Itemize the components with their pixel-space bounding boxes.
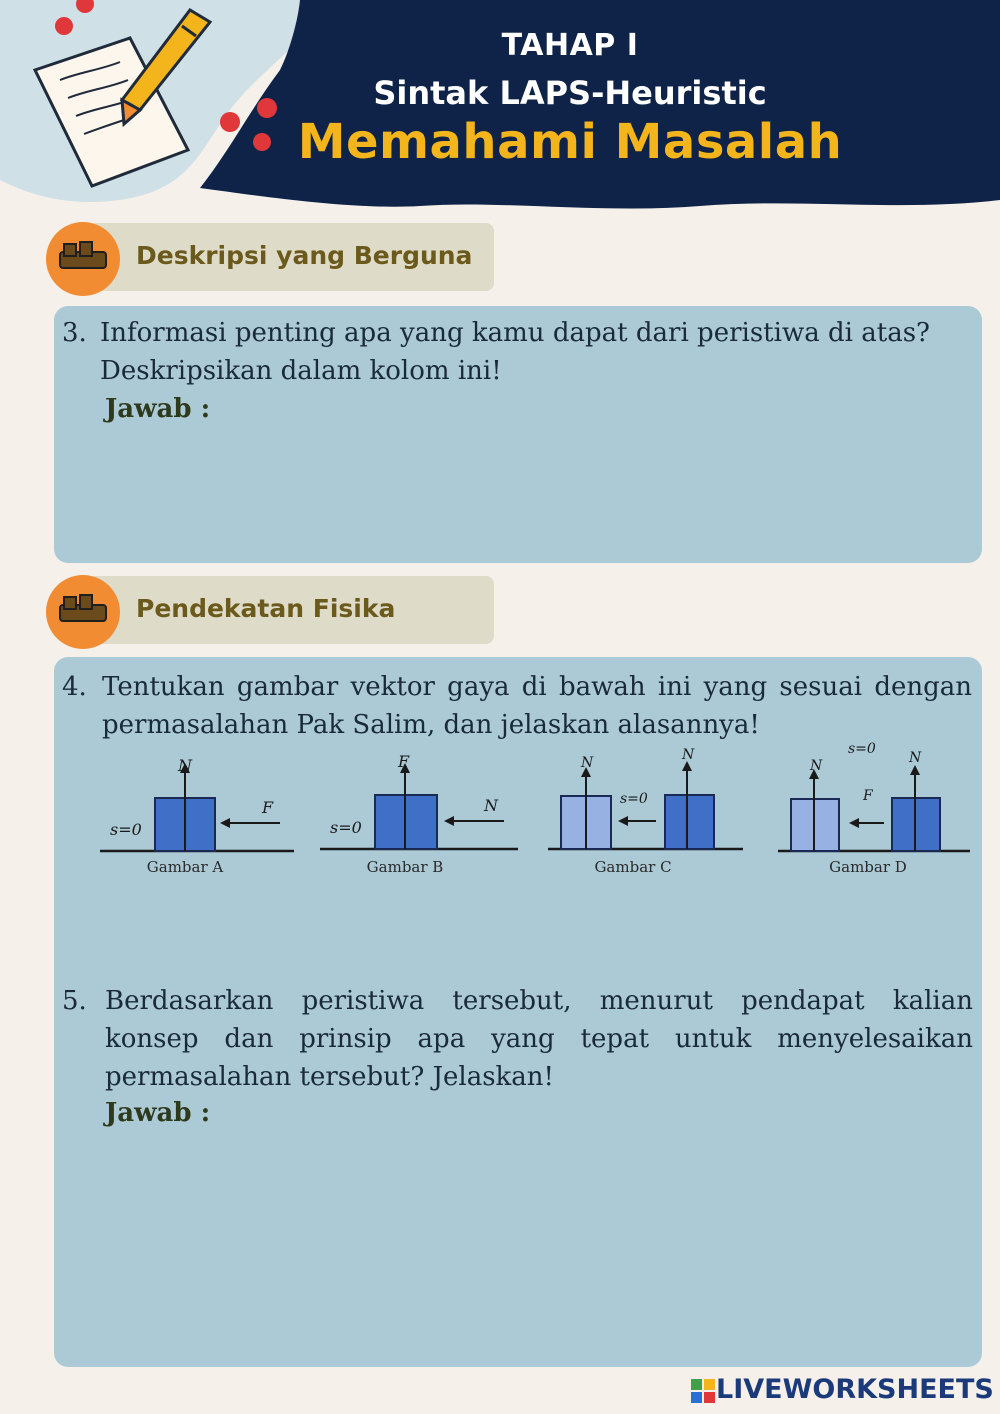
question-3-answer-label: Jawab : [105, 394, 211, 424]
figure-d-s-label: s=0 [848, 741, 876, 757]
section-label-description: Deskripsi yang Berguna [136, 241, 473, 270]
question-3-text: Informasi penting apa yang kamu dapat dari peristiwa di atas? Deskripsikan dalam kolom ini! [100, 318, 930, 386]
liveworksheets-logo [690, 1374, 994, 1405]
figure-c-caption: Gambar C [594, 858, 672, 876]
question-4-number: 4. [62, 672, 87, 702]
figure-d-up-label-right: N [909, 750, 922, 766]
figure-b-side-label: N [484, 796, 498, 815]
figure-d-diagram[interactable] [776, 745, 976, 860]
question-5-number: 5. [62, 986, 87, 1016]
section-label-physics: Pendekatan Fisika [136, 594, 396, 623]
books-icon [46, 575, 120, 649]
figure-b-s-label: s=0 [330, 818, 362, 837]
figure-a-caption: Gambar A [146, 858, 224, 876]
stage-heading: TAHAP I [501, 28, 639, 63]
figure-a-s-label: s=0 [110, 820, 142, 839]
figure-b-caption: Gambar B [366, 858, 444, 876]
step-title: Memahami Masalah [297, 114, 843, 170]
figure-a-up-label: N [178, 756, 192, 775]
syntax-heading: Sintak LAPS-Heuristic [373, 74, 767, 112]
figure-c-s-label: s=0 [620, 791, 648, 807]
question-3-number: 3. [62, 318, 87, 348]
question-5-answer-label: Jawab : [105, 1098, 211, 1128]
figure-c-up-label-left: N [581, 755, 594, 771]
question-4-answer-area[interactable] [102, 885, 962, 965]
question-5-text: Berdasarkan peristiwa tersebut, menurut pendapat kalian konsep dan prinsip apa yang tepat untuk menyelesaikan permasalahan tersebut? Jelaskan! [105, 986, 973, 1092]
figure-d-caption: Gambar D [829, 858, 907, 876]
figure-d-up-label-left: N [810, 758, 823, 774]
figure-c-up-label-right: N [682, 747, 695, 763]
liveworksheets-grid-icon [690, 1378, 716, 1404]
figure-b-up-label: F [398, 752, 410, 771]
question-4-text: Tentukan gambar vektor gaya di bawah ini yang sesuai dengan permasalahan Pak Salim, dan jelaskan alasannya! [102, 672, 972, 740]
figure-d-side-label: F [863, 788, 873, 804]
watermark-text: LIVEWORKSHEETS [716, 1374, 994, 1405]
figure-a-side-label: F [262, 798, 274, 817]
question-3-answer-area[interactable] [105, 436, 965, 546]
books-icon [46, 222, 120, 296]
question-5-answer-area[interactable] [105, 1140, 965, 1350]
